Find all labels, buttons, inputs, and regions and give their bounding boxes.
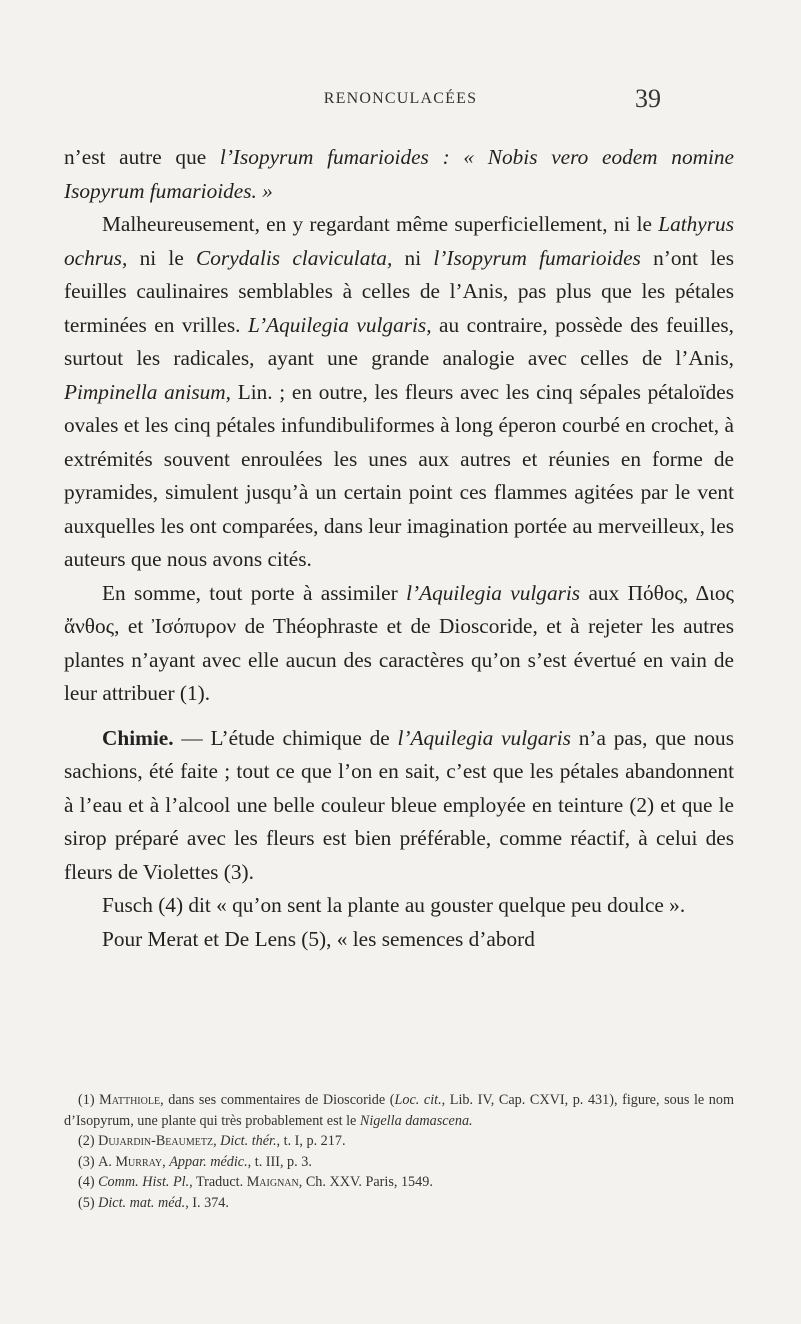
footnote-3: (3) A. Murray, Appar. médic., t. III, p. 3. bbox=[78, 1153, 312, 1170]
paragraph-5: Fusch (4) dit « qu’on sent la plante au gouster quelque peu doulce ». bbox=[102, 893, 686, 917]
greek-names: Πόθος, Διος ἄνθος, bbox=[64, 580, 734, 638]
paragraph-chimie: Chimie. — L’étude chimique de l’Aquilegia vulgaris n’a pas, que nous sachions, été faite ; tout ce que l’on en sait, c’est que les pétales abandonnent à l’eau et à l’alcool une belle couleur bleue employée en teinture (2) et que le sirop préparé avec les fleurs est bien préférable, comme réactif, à celui des fleurs de Violettes (3). bbox=[64, 725, 734, 884]
paragraph-1: n’est autre que l’Isopyrum fumarioides : « Nobis vero eodem nomine Isopyrum fumarioides. » bbox=[64, 145, 734, 203]
footnote-2: (2) Dujardin-Beaumetz, Dict. thér., t. I, p. 217. bbox=[78, 1133, 346, 1149]
footnote-5: (5) Dict. mat. méd., I. 374. bbox=[78, 1194, 229, 1211]
running-head: RENONCULACÉES bbox=[323, 90, 478, 107]
footnote-1: (1) Matthiole, dans ses commentaires de Dioscoride (Loc. cit., Lib. IV, Cap. CXVI, p. 431), figure, sous le nom d’Isopyrum, une plante qui très probablement est le Nigella damascena. bbox=[64, 1092, 734, 1129]
footnotes bbox=[64, 1090, 734, 1213]
main-text bbox=[64, 141, 734, 956]
section-heading: Chimie. bbox=[102, 725, 174, 750]
latin-quote: l’Isopyrum fumarioides : « Nobis vero eodem nomine Isopyrum fumarioides. » bbox=[64, 145, 734, 203]
page-header bbox=[0, 84, 801, 120]
footnote-4: (4) Comm. Hist. Pl., Traduct. Maignan, Ch. XXV. Paris, 1549. bbox=[78, 1174, 433, 1190]
page-number: 39 bbox=[635, 84, 661, 113]
paragraph-2: Malheureusement, en y regardant même superficiellement, ni le Lathyrus ochrus, ni le Corydalis claviculata, ni l’Isopyrum fumarioides n’ont les feuilles caulinaires semblables à celles de l’Anis, pas plus que les pétales terminées en vrilles. L’Aquilegia vulgaris, au contraire, possède des feuilles, surtout les radicales, ayant une grande analogie avec celles de l’Anis, Pimpinella anisum, Lin. ; en outre, les fleurs avec les cinq sépales pétaloïdes ovales et les cinq pétales infundibuliformes à long éperon courbé en crochet, à extrémités souvent enroulées les unes aux autres et réunies en forme de pyramides, simulent jusqu’à un certain point ces flammes agitées par le vent auxquelles les ont comparées, dans leur imagination portée au merveilleux, les auteurs que nous avons cités. bbox=[64, 212, 734, 571]
paragraph-6: Pour Merat et De Lens (5), « les semences d’abord bbox=[102, 926, 535, 951]
paragraph-3: En somme, tout porte à assimiler l’Aquilegia vulgaris aux Πόθος, Διος ἄνθος, et Ἰσόπυρον de Théophraste et de Dioscoride, et à rejeter les autres plantes n’ayant avec elle aucun des caractères qu’on s’est évertué en vain de leur attribuer (1). bbox=[64, 580, 734, 705]
greek-name: Ἰσόπυρον bbox=[151, 614, 237, 638]
